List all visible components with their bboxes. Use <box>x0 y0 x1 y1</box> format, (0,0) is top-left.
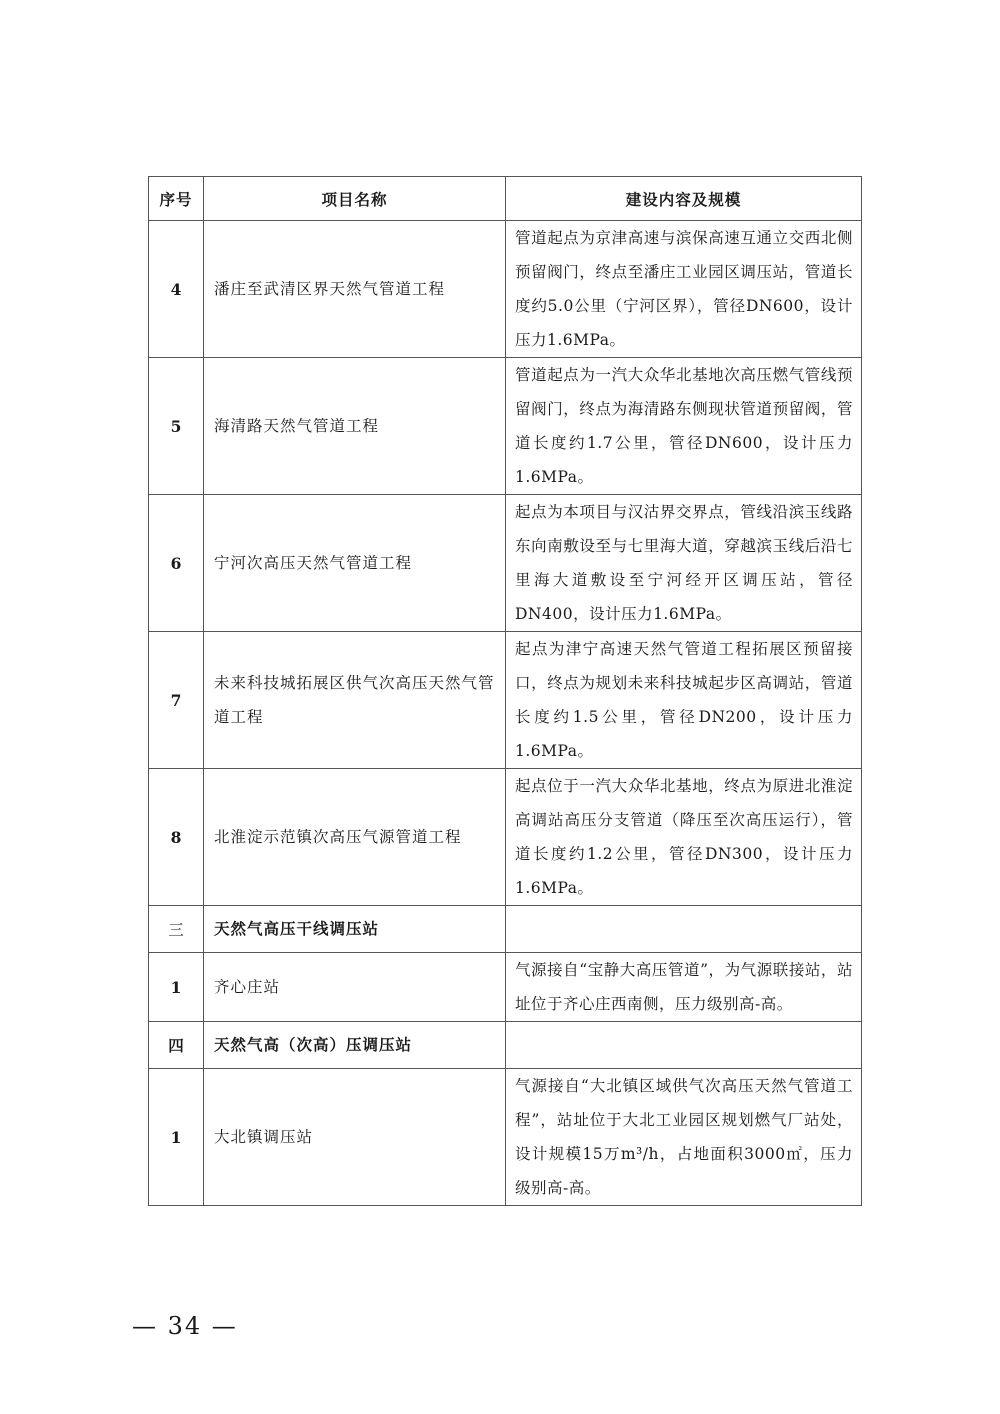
row-content: 气源接自“宝静大高压管道”，为气源联接站，站址位于齐心庄西南侧，压力级别高-高。 <box>506 953 862 1022</box>
project-table <box>148 176 862 1206</box>
row-name: 大北镇调压站 <box>204 1069 506 1206</box>
table-row <box>149 358 862 495</box>
row-no: 5 <box>149 358 204 495</box>
section-no: 四 <box>149 1022 204 1069</box>
section-row <box>149 1022 862 1069</box>
row-no: 4 <box>149 221 204 358</box>
row-no: 1 <box>149 1069 204 1206</box>
table-row <box>149 221 862 358</box>
section-no: 三 <box>149 906 204 953</box>
row-content: 起点为津宁高速天然气管道工程拓展区预留接口，终点为规划未来科技城起步区高调站，管道长度约1.5公里，管径DN200，设计压力1.6MPa。 <box>506 632 862 769</box>
row-name: 潘庄至武清区界天然气管道工程 <box>204 221 506 358</box>
row-content: 管道起点为一汽大众华北基地次高压燃气管线预留阀门，终点为海清路东侧现状管道预留阀，管道长度约1.7公里，管径DN600，设计压力1.6MPa。 <box>506 358 862 495</box>
section-content <box>506 1022 862 1069</box>
row-name: 未来科技城拓展区供气次高压天然气管道工程 <box>204 632 506 769</box>
row-no: 1 <box>149 953 204 1022</box>
section-title: 天然气高（次高）压调压站 <box>204 1022 506 1069</box>
header-name: 项目名称 <box>204 177 506 221</box>
page-number: — 34 — <box>132 1312 238 1340</box>
table-row <box>149 769 862 906</box>
table-header-row <box>149 177 862 221</box>
table-row <box>149 632 862 769</box>
section-row <box>149 906 862 953</box>
row-name: 齐心庄站 <box>204 953 506 1022</box>
table-row <box>149 495 862 632</box>
row-content: 气源接自“大北镇区域供气次高压天然气管道工程”，站址位于大北工业园区规划燃气厂站处，设计规模15万m³/h，占地面积3000㎡，压力级别高-高。 <box>506 1069 862 1206</box>
header-content: 建设内容及规模 <box>506 177 862 221</box>
header-no: 序号 <box>149 177 204 221</box>
row-no: 6 <box>149 495 204 632</box>
row-no: 8 <box>149 769 204 906</box>
row-content: 管道起点为京津高速与滨保高速互通立交西北侧预留阀门，终点至潘庄工业园区调压站，管道长度约5.0公里（宁河区界），管径DN600，设计压力1.6MPa。 <box>506 221 862 358</box>
row-name: 宁河次高压天然气管道工程 <box>204 495 506 632</box>
row-name: 海清路天然气管道工程 <box>204 358 506 495</box>
row-content: 起点位于一汽大众华北基地，终点为原进北淮淀高调站高压分支管道（降压至次高压运行），管道长度约1.2公里，管径DN300，设计压力1.6MPa。 <box>506 769 862 906</box>
row-no: 7 <box>149 632 204 769</box>
table-row <box>149 953 862 1022</box>
table-row <box>149 1069 862 1206</box>
row-content: 起点为本项目与汉沽界交界点，管线沿滨玉线路东向南敷设至与七里海大道，穿越滨玉线后沿七里海大道敷设至宁河经开区调压站，管径DN400，设计压力1.6MPa。 <box>506 495 862 632</box>
section-title: 天然气高压干线调压站 <box>204 906 506 953</box>
row-name: 北淮淀示范镇次高压气源管道工程 <box>204 769 506 906</box>
section-content <box>506 906 862 953</box>
